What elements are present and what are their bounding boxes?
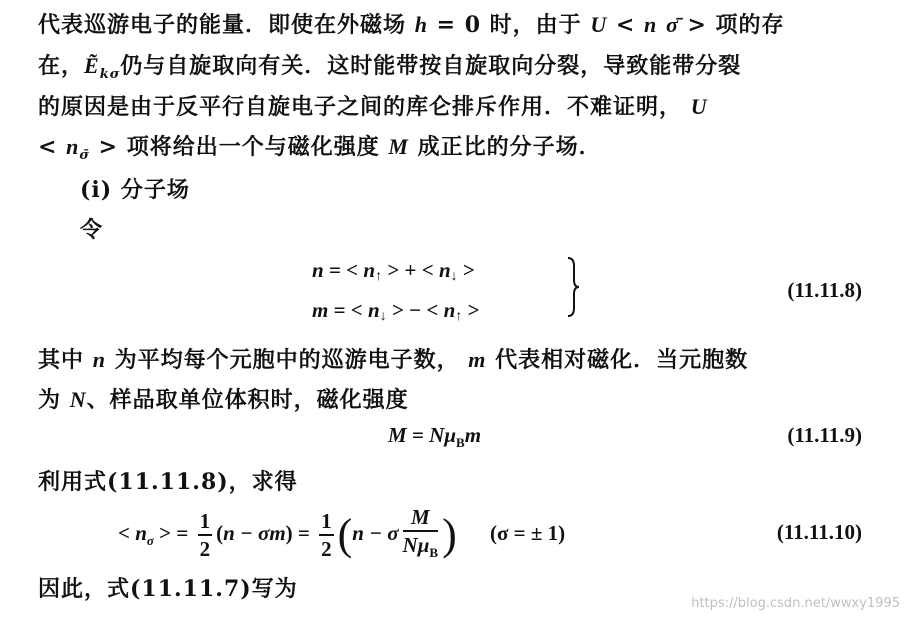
text-run: 仍与自旋取向有关．这时能带按自旋取向分裂，导致能带分裂 <box>120 53 742 79</box>
subscript-B: B <box>429 545 439 560</box>
symbol-n: n <box>363 258 376 282</box>
paragraph-1-line-2 <box>38 49 741 82</box>
equation-11-11-9 <box>388 423 481 451</box>
spin-down-arrow: ↓ <box>379 309 387 324</box>
symbol-n: n <box>443 298 456 322</box>
paragraph-4: 因此，式(11.11.7)写为 <box>38 576 298 602</box>
symbol-n: n <box>312 258 324 282</box>
paragraph-1-line-1 <box>38 8 785 39</box>
symbol-n: n <box>368 298 380 322</box>
spin-up-arrow: ↑ <box>455 309 463 324</box>
text-run: 其中 <box>38 347 85 373</box>
symbol-M: M <box>388 423 407 447</box>
fraction-one-half <box>319 508 334 562</box>
symbol-U: U <box>590 12 608 37</box>
text-run: 代表相对磁化．当元胞数 <box>495 347 749 373</box>
symbol-sigma-bar: σ̄ <box>665 12 679 37</box>
text-run: 为平均每个元胞中的巡游电子数， <box>114 347 460 373</box>
subscript-B: B <box>456 435 465 450</box>
math-expression: n − σm <box>223 520 286 545</box>
ling-text: 令 <box>80 217 104 243</box>
sigma-condition: (σ = ± 1) <box>489 520 566 545</box>
math-op: ) <box>285 520 293 545</box>
math-op: > <box>159 520 172 545</box>
text-run: < <box>38 134 58 160</box>
symbol-mu: μ <box>417 533 430 557</box>
text-run: 的原因是由于反平行自旋电子之间的库仑排斥作用．不难证明， <box>38 94 683 120</box>
math-op: > <box>462 258 475 282</box>
symbol-n: n <box>135 520 147 545</box>
fraction-numerator: 1 <box>198 508 213 536</box>
math-op: = <box>297 520 310 545</box>
symbol-E-tilde: Ẽ <box>84 53 100 78</box>
right-paren: ) <box>442 510 457 559</box>
math-op: > <box>467 298 480 322</box>
symbol-m: m <box>468 347 487 372</box>
math-op: = <box>411 423 424 447</box>
math-op: > − < <box>391 298 439 322</box>
fraction-denominator: 2 <box>199 537 211 561</box>
math-op: ( <box>216 520 224 545</box>
symbol-n: n <box>644 12 658 37</box>
equation-number-11-11-10: (11.11.10) <box>776 520 862 544</box>
symbol-m: m <box>312 298 329 322</box>
equation-number-11-11-8: (11.11.8) <box>787 278 862 302</box>
text-run: < <box>615 12 636 38</box>
paragraph-1-line-3 <box>38 90 708 121</box>
paragraph-1-line-4 <box>38 130 602 163</box>
left-paren: ( <box>337 510 353 559</box>
fraction-one-half <box>198 508 213 562</box>
equation-11-11-10 <box>118 504 565 566</box>
fraction-denominator <box>403 532 439 566</box>
fraction-numerator: 1 <box>319 508 334 536</box>
section-heading: (i) 分子场 <box>80 177 190 203</box>
text-run: > 项将给出一个与磁化强度 <box>98 134 380 160</box>
equation-11-11-8-row-2 <box>312 298 480 325</box>
fraction-numerator: M <box>403 504 439 532</box>
right-brace-icon <box>566 256 580 318</box>
text-run: 为 <box>38 387 62 413</box>
fraction-denominator: 2 <box>321 537 332 561</box>
text-run: = 0 时，由于 <box>436 12 582 38</box>
symbol-N: N <box>429 423 445 447</box>
math-op: = < <box>333 298 363 322</box>
text-run: 代表巡游电子的能量．即使在外磁场 <box>38 12 407 38</box>
paragraph-3: 利用式(11.11.8)，求得 <box>38 469 298 495</box>
symbol-M: M <box>388 134 409 159</box>
paragraph-2-line-2 <box>38 383 409 414</box>
symbol-n: n <box>66 134 80 159</box>
subscript-sigma-bar: σ̄ <box>79 148 90 163</box>
text-run: 、样品取单位体积时，磁化强度 <box>86 387 409 413</box>
subscript-k-sigma: kσ <box>99 67 121 82</box>
equation-number-11-11-9: (11.11.9) <box>787 423 862 447</box>
math-op: < <box>118 520 130 545</box>
math-op: > + < <box>387 258 434 282</box>
math-op: = < <box>328 258 359 282</box>
equation-11-11-8-row-1 <box>312 258 475 285</box>
spin-down-arrow: ↓ <box>450 269 458 284</box>
symbol-N: N <box>402 533 418 557</box>
text-run: 成正比的分子场． <box>417 134 602 160</box>
symbol-N: N <box>69 387 87 412</box>
symbol-U: U <box>690 94 708 119</box>
symbol-n: n <box>438 258 451 282</box>
symbol-m: m <box>464 423 482 447</box>
symbol-n: n <box>92 347 106 372</box>
text-run: 在， <box>38 53 85 79</box>
math-expression: n − σ <box>352 520 399 545</box>
text-run: > 项的存 <box>687 12 785 38</box>
symbol-h: h <box>414 12 428 37</box>
spin-up-arrow: ↑ <box>375 269 383 284</box>
symbol-mu: μ <box>444 423 457 447</box>
subscript-sigma: σ <box>146 532 154 548</box>
watermark: https://blog.csdn.net/wwxy1995 <box>691 596 900 611</box>
math-op: = <box>176 520 189 545</box>
fraction-M-over-N-mu-B <box>403 504 439 566</box>
paragraph-2-line-1 <box>38 343 748 374</box>
